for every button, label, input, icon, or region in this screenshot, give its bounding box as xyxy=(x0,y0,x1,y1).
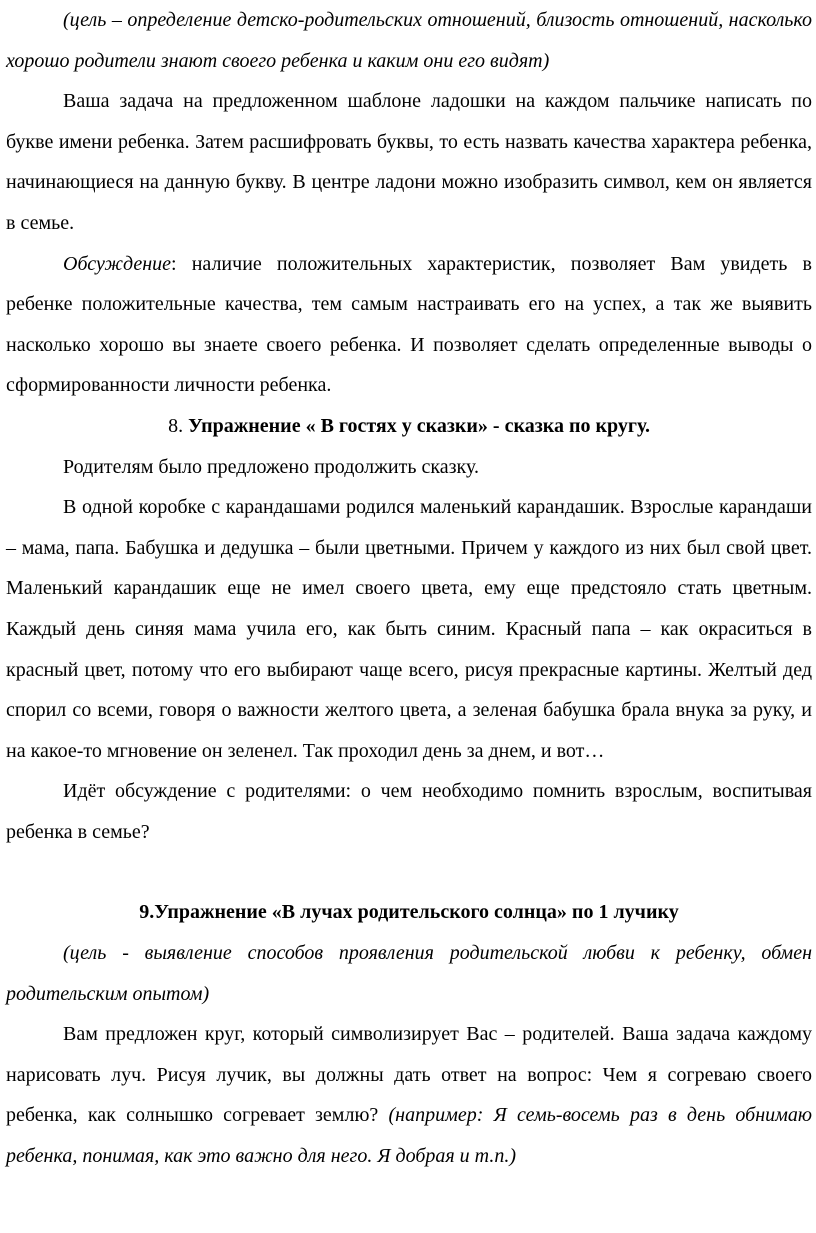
exercise-9-heading: 9.Упражнение «В лучах родительского солнца» по 1 лучику xyxy=(139,901,679,924)
discussion-paragraph xyxy=(6,244,812,406)
task-paragraph-1: Ваша задача на предложенном шаблоне ладошки на каждом пальчике написать по букве имени ребенка. Затем расшифровать буквы, то есть назвать качества характера ребенка, начинающиеся на данную букву. В центре ладони можно изобразить символ, кем он является в семье. xyxy=(6,90,812,234)
goal-paragraph-2: (цель - выявление способов проявления родительской любви к ребенку, обмен родительским опытом) xyxy=(6,942,812,1005)
discussion-label: Обсуждение xyxy=(63,252,171,275)
task-text: Вам предложен круг, который символизирует Вас – родителей. Ваша задача каждому нарисовать луч. Рисуя лучик, вы должны дать ответ на вопрос: Чем я согреваю своего ребенка, как солнышко согревает землю? xyxy=(6,1023,812,1127)
exercise-8-heading xyxy=(6,406,812,447)
exercise-8-number: 8. xyxy=(168,414,189,437)
task-example: (например: Я семь-восемь раз в день обнимаю ребенка, понимая, как это важно для него. Я добрая и т.п.) xyxy=(6,1104,812,1168)
fairy-tale-text: В одной коробке с карандашами родился маленький карандашик. Взрослые карандаши – мама, папа. Бабушка и дедушка – были цветными. Причем у каждого из них был свой цвет. Маленький карандашик еще не имел своего цвета, ему еще предстояло стать цветным. Каждый день синяя мама учила его, как быть синим. Красный папа – как окраситься в красный цвет, потому что его выбирают чаще всего, рисуя прекрасные картины. Желтый дед спорил со всеми, говоря о важности желтого цвета, а зеленая бабушка брала внука за руку, и на какое-то мгновение он зеленел. Так проходил день за днем, и вот… xyxy=(6,496,812,762)
task-paragraph-2 xyxy=(6,1014,812,1176)
discussion-text: : наличие положительных характеристик, позволяет Вам увидеть в ребенке положительные качества, тем самым настраивать его на успех, а так же выявить насколько хорошо вы знаете своего ребенка. И позволяет сделать определенные выводы о сформированности личности ребенка. xyxy=(6,252,812,397)
goal-paragraph-1: (цель – определение детско-родительских отношений, близость отношений, насколько хорошо родители знают своего ребенка и каким они его видят) xyxy=(6,9,812,72)
fairy-tale-intro: Родителям было предложено продолжить сказку. xyxy=(63,455,479,478)
fairy-tale-discussion: Идёт обсуждение с родителями: о чем необходимо помнить взрослым, воспитывая ребенка в семье? xyxy=(6,780,812,843)
spacer xyxy=(6,852,812,892)
document-page xyxy=(6,0,812,1177)
exercise-8-title: Упражнение « В гостях у сказки» - сказка по кругу. xyxy=(188,414,650,437)
